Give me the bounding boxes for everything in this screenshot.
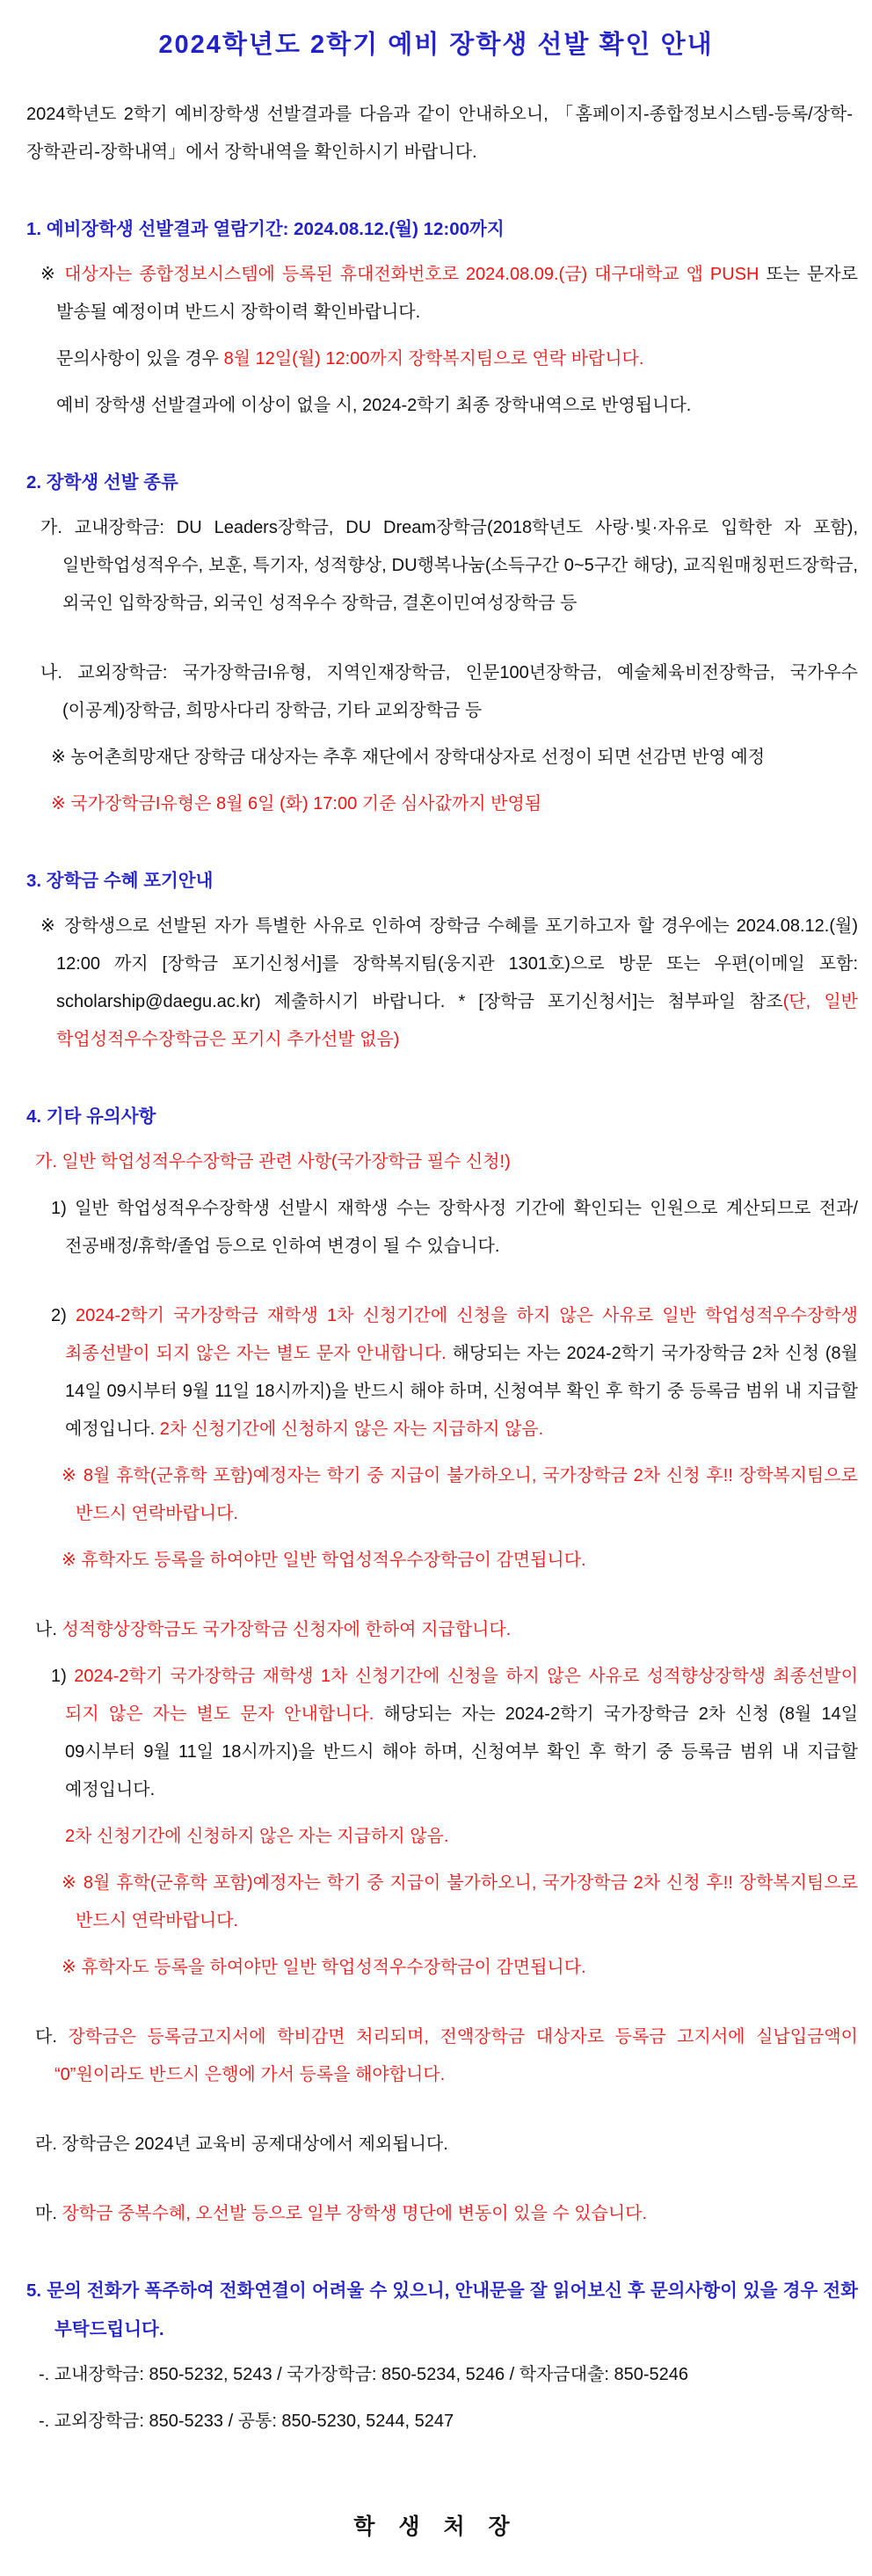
- text-segment: 1. 예비장학생 선발결과 열람기간: 2024.08.12.(월) 12:00까지: [26, 219, 505, 239]
- text-segment: 문의사항이 있을 경우: [56, 349, 224, 369]
- text-segment: 장학생으로 선발된 자가 특별한 사유로 인하여 장학금 수혜를 포기하고자 할 경우에는 2024.08.12.(월) 12:00 까지 [장학금 포기신청서]를 장학복지팀(웅지관 1301호)으로 방문 또는 우편(이메일 포함: scholarship@daegu.ac.kr) 제출하시기 바랍니다. * [장학금 포기신청서]는 첨부파일 참조: [56, 916, 858, 1012]
- text-segment: 대상자는 종합정보시스템에 등록된 휴대전화번호로 2024.08.09.(금) 대구대학교 앱 PUSH: [64, 265, 767, 285]
- text-segment: 예비 장학생 선발결과에 이상이 없을 시, 2024-2학기 최종 장학내역으로 반영됩니다.: [56, 396, 692, 416]
- text-segment: -. 교외장학금: 850-5233 / 공통: 850-5230, 5244, 5247: [39, 2412, 454, 2432]
- text-segment: 2024-2학기 국가장학금 재학생 1차 신청기간에 신청을 하지 않은 사유로 성적향상장학생 최종선발이 되지 않은 자는 별도 문자 안내합니다.: [65, 1667, 859, 1725]
- text-segment: 1) 일반 학업성적우수장학생 선발시 재학생 수는 장학사정 기간에 확인되는 인원으로 계산되므로 전과/전공배정/휴학/졸업 등으로 인하여 변경이 될 수 있습니다.: [51, 1199, 858, 1257]
- section-4-na-note-leave: [14, 1864, 858, 1940]
- section-2-note-rural: [14, 739, 858, 777]
- signature-student-affairs: 학 생 처 장: [353, 2514, 519, 2540]
- text-segment: 장학금 중복수혜, 오선발 등으로 일부 장학생 명단에 변동이 있을 수 있습니다.: [62, 2204, 648, 2224]
- text-segment: 라. 장학금은 2024년 교육비 공제대상에서 제외됩니다.: [35, 2135, 448, 2155]
- text-segment: ※ 휴학자도 등록을 하여야만 일반 학업성적우수장학금이 감면됩니다.: [62, 1551, 586, 1571]
- section-4-ga-note-register: [14, 1542, 858, 1580]
- text-segment: 나.: [35, 1620, 62, 1640]
- text-segment: 성적향상장학금도 국가장학금 신청자에 한하여 지급합니다.: [62, 1620, 512, 1640]
- section-4-heading: [14, 1098, 858, 1136]
- text-segment: 교외장학금: 국가장학금I유형, 지역인재장학금, 인문100년장학금, 예술체육비전장학금, 국가우수(이공계)장학금, 희망사다리 장학금, 기타 교외장학금 등: [62, 663, 859, 721]
- text-segment: ※ 국가장학금I유형은 8월 6일 (화) 17:00 기준 심사값까지 반영됨: [51, 794, 542, 814]
- section-4-na-note-register: [14, 1949, 858, 1987]
- text-segment: 교내장학금: DU Leaders장학금, DU Dream장학금(2018학년도 사랑·빛·자유로 입학한 자 포함), 일반학업성적우수, 보훈, 특기자, 성적향상, DU행복나눔(소득구간 0~5구간 해당), 교직원매칭펀드장학금, 외국인 입학장학금, 외국인 성적우수 장학금, 결혼이민여성장학금 등: [62, 518, 858, 614]
- text-segment: 해당되는 자는 2024-2학기 국가장학금 2차 신청 (8월 14일 09시부터 9월 11일 18시까지)을 반드시 해야 하며, 신청여부 확인 후 학기 중 등록금 범위 내 지급할 예정입니다.: [65, 1344, 858, 1440]
- text-segment: 마.: [35, 2204, 62, 2224]
- document-body: [14, 96, 858, 2441]
- section-4-na-sub1-nopay: [14, 1818, 858, 1856]
- section-1-note-push: [14, 256, 858, 332]
- intro-paragraph: [14, 96, 858, 171]
- section-1-heading: [14, 210, 858, 249]
- text-segment: 1): [51, 1667, 75, 1687]
- text-segment: 해당되는 자는 2024-2학기 국가장학금 2차 신청 (8월 14일 09시부터 9월 11일 18시까지)을 반드시 해야 하며, 신청여부 확인 후 학기 중 등록금 범위 내 지급할 예정입니다.: [65, 1704, 859, 1800]
- text-segment: 2024-2학기 국가장학금 재학생 1차 신청기간에 신청을 하지 않은 사유로 일반 학업성적우수장학생 최종선발이 되지 않은 자는 별도 문자 안내합니다.: [65, 1306, 858, 1364]
- text-segment: ※: [40, 916, 65, 937]
- section-3-note: [14, 908, 858, 1059]
- text-segment: ※ 8월 휴학(군휴학 포함)예정자는 학기 중 지급이 불가하오니, 국가장학금 2차 신청 후!! 장학복지팀으로 반드시 연락바랍니다.: [62, 1466, 858, 1524]
- section-4-ga-sub1: [14, 1190, 858, 1266]
- text-segment: 3. 장학금 수혜 포기안내: [26, 871, 214, 892]
- section-4-ga-sub2: [14, 1297, 858, 1449]
- section-4-na-sub1: [14, 1658, 858, 1809]
- section-1-note-contact: [14, 340, 858, 378]
- section-1-note-final: [14, 387, 858, 425]
- text-segment: 다.: [35, 2027, 69, 2047]
- section-2-heading: [14, 463, 858, 502]
- section-5-phone-external: [14, 2403, 858, 2441]
- section-4-item-ma: [14, 2195, 858, 2233]
- text-segment: ※ 휴학자도 등록을 하여야만 일반 학업성적우수장학금이 감면됩니다.: [62, 1958, 586, 1978]
- section-4-item-da: [14, 2018, 858, 2094]
- text-segment: 5. 문의 전화가 폭주하여 전화연결이 어려울 수 있으니, 안내문을 잘 읽어보신 후 문의사항이 있을 경우 전화 부탁드립니다.: [26, 2280, 858, 2340]
- section-5-heading: [14, 2272, 858, 2349]
- text-segment: 2024학년도 2학기 예비장학생 선발결과를 다음과 같이 안내하오니, 「홈페이지-종합정보시스템-등록/장학-장학관리-장학내역」에서 장학내역을 확인하시기 바랍니다.: [26, 105, 853, 162]
- section-3-heading: [14, 862, 858, 901]
- text-segment: ※: [40, 265, 65, 285]
- text-segment: 가. 일반 학업성적우수장학금 관련 사항(국가장학금 필수 신청!): [35, 1152, 511, 1172]
- text-segment: (단, 일반 학업성적우수장학금은 포기시 추가선발 없음): [56, 992, 858, 1050]
- text-segment: 가.: [40, 518, 75, 538]
- text-segment: 4. 기타 유의사항: [26, 1106, 156, 1127]
- section-2-item-na: [14, 654, 858, 730]
- text-segment: 2. 장학생 선발 종류: [26, 472, 178, 493]
- section-4-item-na: [14, 1611, 858, 1649]
- text-segment: 또는 문자로 발송될 예정이며 반드시 장학이력 확인바랍니다.: [56, 265, 858, 323]
- text-segment: 나.: [40, 663, 78, 683]
- text-segment: 8월 12일(월) 12:00까지 장학복지팀으로 연락 바랍니다.: [223, 349, 644, 369]
- text-segment: 2차 신청기간에 신청하지 않은 자는 지급하지 않음.: [159, 1419, 544, 1440]
- section-2-note-national: [14, 785, 858, 823]
- text-segment: 2차 신청기간에 신청하지 않은 자는 지급하지 않음.: [65, 1827, 449, 1847]
- text-segment: 장학금은 등록금고지서에 학비감면 처리되며, 전액장학금 대상자로 등록금 고지서에 실납입금액이 “0”원이라도 반드시 은행에 가서 등록을 해야합니다.: [54, 2027, 858, 2085]
- text-segment: -. 교내장학금: 850-5232, 5243 / 국가장학금: 850-5234, 5246 / 학자금대출: 850-5246: [39, 2365, 689, 2385]
- text-segment: 2): [51, 1306, 76, 1326]
- section-2-item-ga: [14, 509, 858, 623]
- section-4-ga-note-leave: [14, 1457, 858, 1533]
- text-segment: ※ 농어촌희망재단 장학금 대상자는 추후 재단에서 장학대상자로 선정이 되면 선감면 반영 예정: [51, 748, 766, 768]
- section-4-item-ga: [14, 1143, 858, 1181]
- section-4-item-ra: [14, 2126, 858, 2164]
- text-segment: ※ 8월 휴학(군휴학 포함)예정자는 학기 중 지급이 불가하오니, 국가장학금 2차 신청 후!! 장학복지팀으로 반드시 연락바랍니다.: [62, 1873, 858, 1931]
- section-5-phone-internal: [14, 2356, 858, 2394]
- page-title: 2024학년도 2학기 예비 장학생 선발 확인 안내: [158, 31, 714, 59]
